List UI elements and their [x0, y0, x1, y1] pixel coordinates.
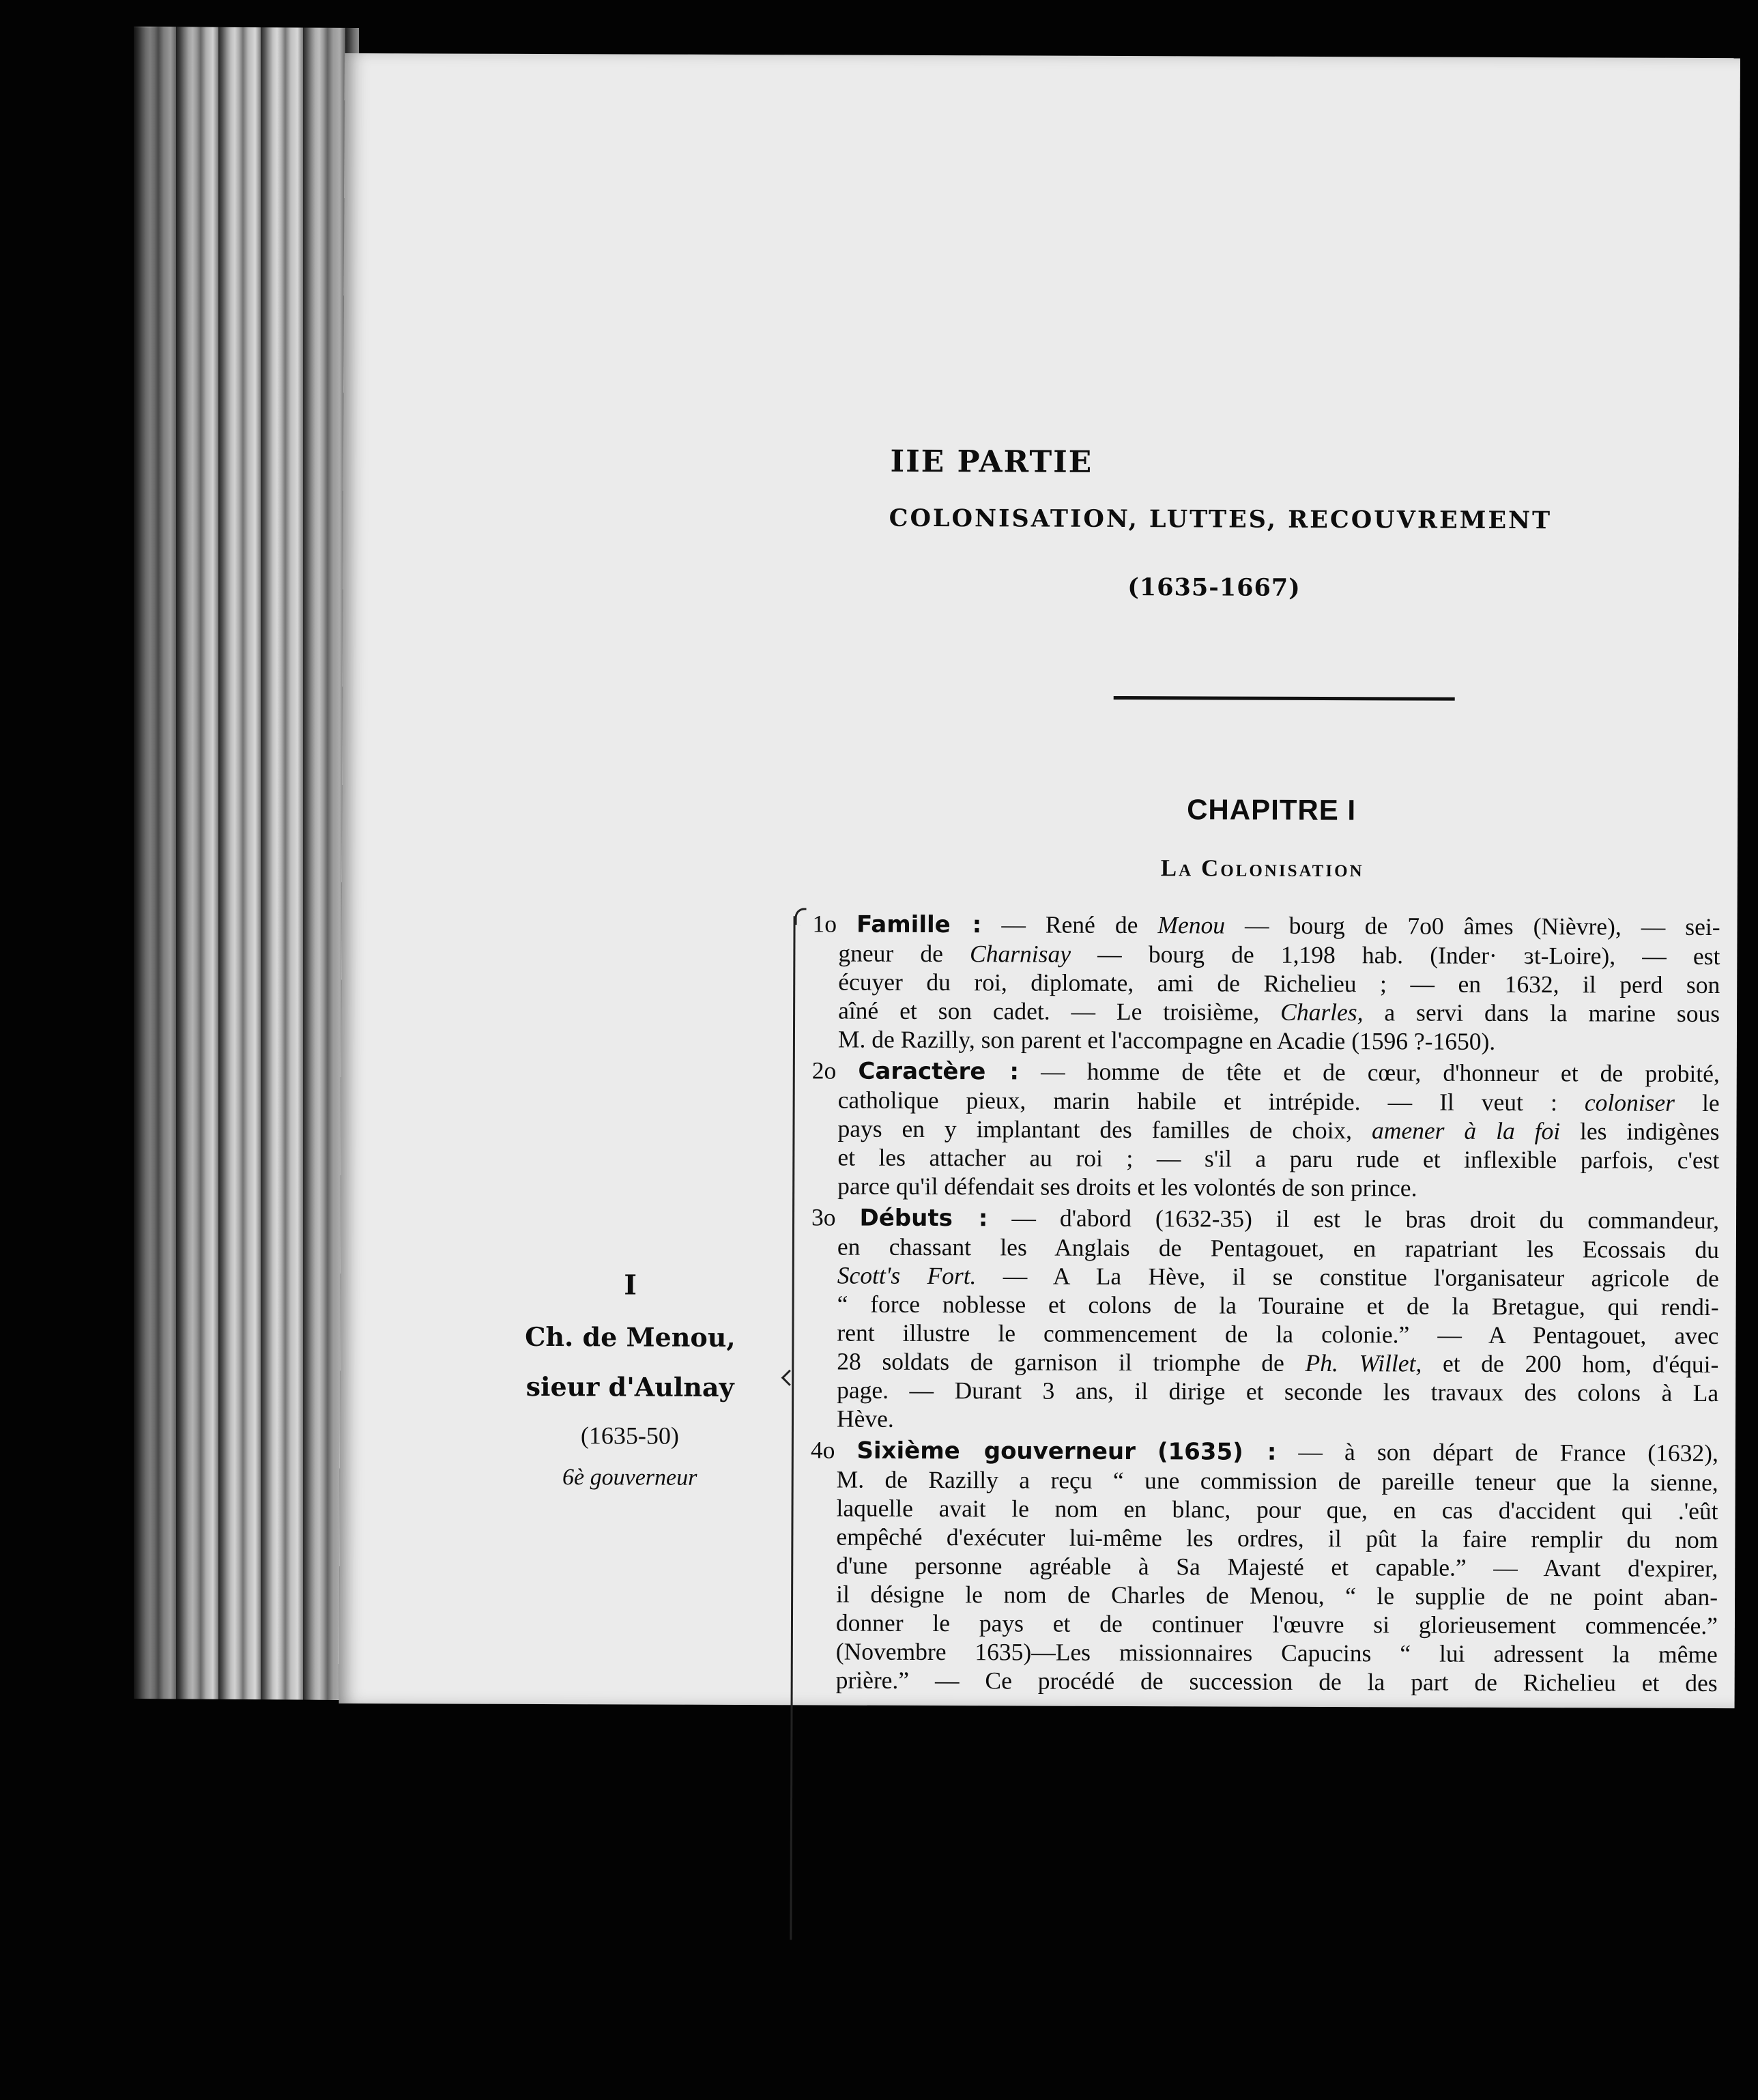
text-line: prière.” — Ce procédé de succession de la part de Richelieu et des — [835, 1666, 1718, 1697]
text-line — [811, 1203, 1719, 1235]
section-heading: Débuts : — [859, 1204, 988, 1233]
brace-point — [781, 1370, 798, 1386]
italic-span: Ph. Willet, — [1305, 1349, 1422, 1377]
text-line: rent illustre le commencement de la colonie.” — A Pentagouet, avec — [837, 1319, 1719, 1350]
section-number: 2o — [811, 1056, 837, 1084]
text-span: 28 soldats de garnison il triomphe de — [837, 1347, 1284, 1377]
text-span: le — [1701, 1089, 1720, 1117]
text-span: gneur de — [838, 939, 943, 968]
text-line — [811, 1435, 1718, 1468]
italic-span: Menou — [1157, 911, 1226, 939]
text-span: — bourg de 1,198 hab. (Inder· ɜt-Loire), — est — [1097, 940, 1720, 970]
text-line: il désigne le nom de Charles de Menou, “ le supplie de ne point aban- — [836, 1580, 1718, 1611]
text-span: — bourg de 7o0 âmes (Nièvre), — sei- — [1245, 911, 1720, 941]
text-span: a servi dans la marine sous — [1384, 998, 1720, 1028]
text-line: parce qu'il défendait ses droits et les volontés de son prince. — [837, 1172, 1417, 1202]
italic-span: Charnisay — [970, 940, 1071, 968]
text-span: — René de — [1001, 910, 1138, 939]
text-line — [812, 996, 1720, 1028]
margin-note-dates: (1635-50) — [580, 1422, 679, 1450]
book-page — [339, 53, 1740, 1708]
section-heading: Famille : — [856, 910, 982, 939]
section-heading: Caractère : — [858, 1057, 1020, 1086]
section-sixieme-gouverneur — [810, 1435, 1718, 1697]
text-span: pays en y implantant des familles de choix, — [837, 1114, 1353, 1145]
section-number: 1o — [812, 910, 837, 938]
brace-line — [790, 916, 795, 1940]
text-span: et de 200 hom, d'équi- — [1442, 1349, 1719, 1379]
chapter-title: CHAPITRE I — [1187, 793, 1357, 826]
part-dates: (1635-1667) — [1127, 573, 1301, 602]
italic-span: coloniser — [1584, 1089, 1675, 1117]
margin-note-number: I — [624, 1269, 637, 1301]
text-line — [811, 1261, 1719, 1293]
section-number: 4o — [810, 1436, 835, 1464]
text-line — [812, 1085, 1720, 1117]
text-line: M. de Razilly, son parent et l'accompagne en Acadie (1596 ?-1650). — [837, 1025, 1496, 1055]
italic-span: Charles, — [1280, 998, 1364, 1026]
italic-span: Scott's Fort. — [837, 1261, 977, 1290]
margin-note-name: Ch. de Menou, — [525, 1321, 736, 1353]
chapter-subtitle: La Colonisation — [1160, 854, 1364, 882]
section-number: 3o — [811, 1203, 836, 1231]
text-line — [811, 1114, 1719, 1146]
margin-note — [507, 1269, 753, 1491]
text-line: M. de Razilly a reçu “ une commission de pareille teneur que la sienne, — [836, 1465, 1718, 1497]
chapter-body — [810, 909, 1720, 1700]
text-line: laquelle avait le nom en blanc, pour que, en cas d'accident qui .'eût — [836, 1494, 1718, 1525]
text-line — [811, 1347, 1718, 1379]
text-line — [812, 938, 1720, 970]
part-heading: IIE PARTIE — [890, 444, 1093, 480]
text-line: empêché d'exécuter lui-même les ordres, il pût la faire remplir du nom — [836, 1523, 1718, 1554]
part-subtitle: COLONISATION, LUTTES, RECOUVREMENT — [889, 504, 1553, 535]
text-span: — homme de tête et de cœur, d'honneur et de probité, — [1041, 1057, 1720, 1088]
italic-span: amener à la foi — [1371, 1117, 1561, 1145]
text-line: Hève. — [836, 1405, 894, 1433]
text-line — [812, 1056, 1720, 1089]
text-span: — d'abord (1632-35) il est le bras droit du commandeur, — [1011, 1204, 1720, 1235]
section-debuts — [811, 1203, 1719, 1436]
text-line: page. — Durant 3 ans, il dirige et seconde les travaux des colons à La — [837, 1376, 1719, 1407]
margin-note-title: sieur d'Aulnay — [525, 1370, 734, 1403]
text-line: écuyer du roi, diplomate, ami de Richelieu ; — en 1632, il perd son — [838, 968, 1720, 999]
brace-top — [795, 908, 807, 925]
book-edge-shadow — [134, 27, 359, 1699]
text-line: (Novembre 1635)—Les missionnaires Capucins “ lui adressent la même — [835, 1637, 1718, 1669]
section-heading: Sixième gouverneur — [856, 1437, 1136, 1466]
text-span: catholique pieux, marin habile et intrépide. — Il veut : — [837, 1086, 1557, 1117]
margin-note-role: 6è gouverneur — [562, 1465, 697, 1491]
text-span: — à son départ de France (1632), — [1298, 1437, 1718, 1467]
text-span: les indigènes — [1580, 1117, 1720, 1146]
section-rule — [1114, 696, 1455, 701]
section-famille — [812, 909, 1720, 1056]
text-line: d'une personne agréable à Sa Majesté et capable.” — Avant d'expirer, — [836, 1551, 1718, 1583]
text-line — [812, 909, 1720, 942]
text-line: “ force noblesse et colons de la Touraine et de la Bretague, qui rendi- — [837, 1290, 1719, 1321]
section-caractere — [811, 1056, 1720, 1203]
text-line: et les attacher au roi ; — s'il a paru rude et inflexible parfois, c'est — [837, 1143, 1720, 1175]
text-line: en chassant les Anglais de Pentagouet, en rapatriant les Ecossais du — [837, 1233, 1719, 1264]
text-span: — A La Hève, il se constitue l'organisateur agricole de — [1003, 1262, 1719, 1293]
section-year: (1635) : — [1157, 1438, 1277, 1466]
text-span: aîné et son cadet. — Le troisième, — [838, 996, 1260, 1026]
text-line: donner le pays et de continuer l'œuvre si glorieusement commencée.” — [835, 1609, 1718, 1640]
